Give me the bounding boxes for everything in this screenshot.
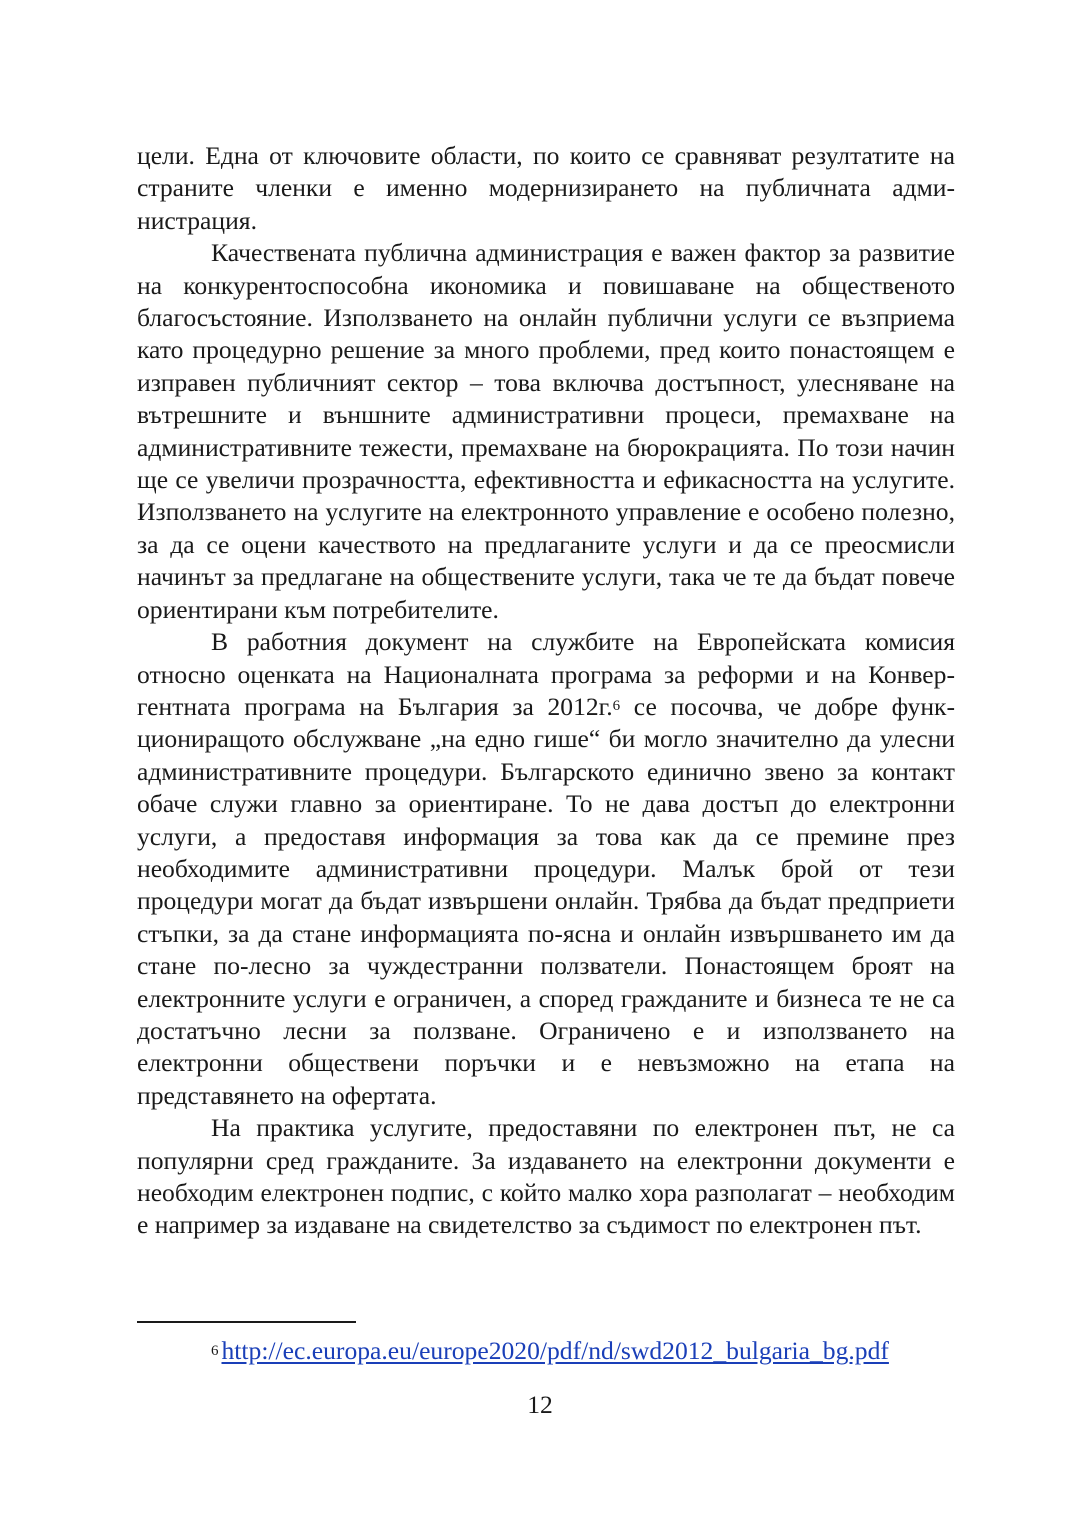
- footnote-mark: 6: [211, 1343, 219, 1359]
- page-body: [137, 140, 955, 1242]
- footnote-link[interactable]: http://ec.europa.eu/europe2020/pdf/nd/swd2012_bulgaria_bg.pdf: [221, 1336, 889, 1365]
- footnote: [211, 1335, 889, 1367]
- paragraph-3: [137, 626, 955, 1112]
- page-number: 12: [527, 1390, 553, 1419]
- footnote-reference[interactable]: 6: [612, 697, 621, 714]
- paragraph-3-text-before-ref: В работния документ на службите на Европейската комисия относно оценката на Националната програма за реформи и на Конвергентната програма на България за 2012г.: [137, 627, 955, 721]
- paragraph-1: цели. Една от ключовите области, по които се сравняват резултатите на страните членки е именно модернизирането на публичната администрация.: [137, 141, 955, 235]
- paragraph-3-text-after-ref: се посочва, че добре функциониращото обслужване „на едно гише“ би могло значително да улесни административните процедури. Българското единично звено за контакт обаче служи главно за ориентиране. То не дава достъп до електронни услуги, а предоставя информация за това как да се премине през необходимите административни процедури. Малък брой от тези процедури могат да бъдат извършени онлайн. Трябва да бъдат предприети стъпки, за да стане информацията по-ясна и онлайн извършването им да стане по-лесно за чуждестранни ползватели. Понастоящем броят на електронните услуги е ограничен, а според гражданите и бизнеса те не са достатъчно лесни за ползване. Ограничено е и използването на електронни обществени поръчки и е невъзможно на етапа на представянето на офертата.: [137, 691, 955, 1110]
- paragraph-4: На практика услугите, предоставяни по електронен път, не са популярни сред гражданите. За издаването на електронни документи е необходим електронен подпис, с който малко хора разполагат – необходим е например за издаване на свидетелство за съдимост по електронен път.: [137, 1113, 955, 1240]
- paragraph-2: Качествената публична администрация е важен фактор за развитие на конкурентоспособна икономика и повишаване на общественото благосъстояние. Използването на онлайн публични услуги се възприема като процедурно решение за много проблеми, пред които понастоящем е изправен публичният сектор – това включва достъпност, улесняване на вътрешните и външните административни процеси, премахване на административните тежести, премахване на бюрокрацията. По този начин ще се увеличи прозрачността, ефективността и ефикасността на услугите. Използването на услугите на електронното управление е особено полезно, за да се оцени качеството на предлаганите услуги и да се преосмисли начинът за предлагане на обществените услуги, така че те да бъдат повече ориентирани към потребителите.: [137, 238, 955, 624]
- footnote-separator: [137, 1321, 356, 1323]
